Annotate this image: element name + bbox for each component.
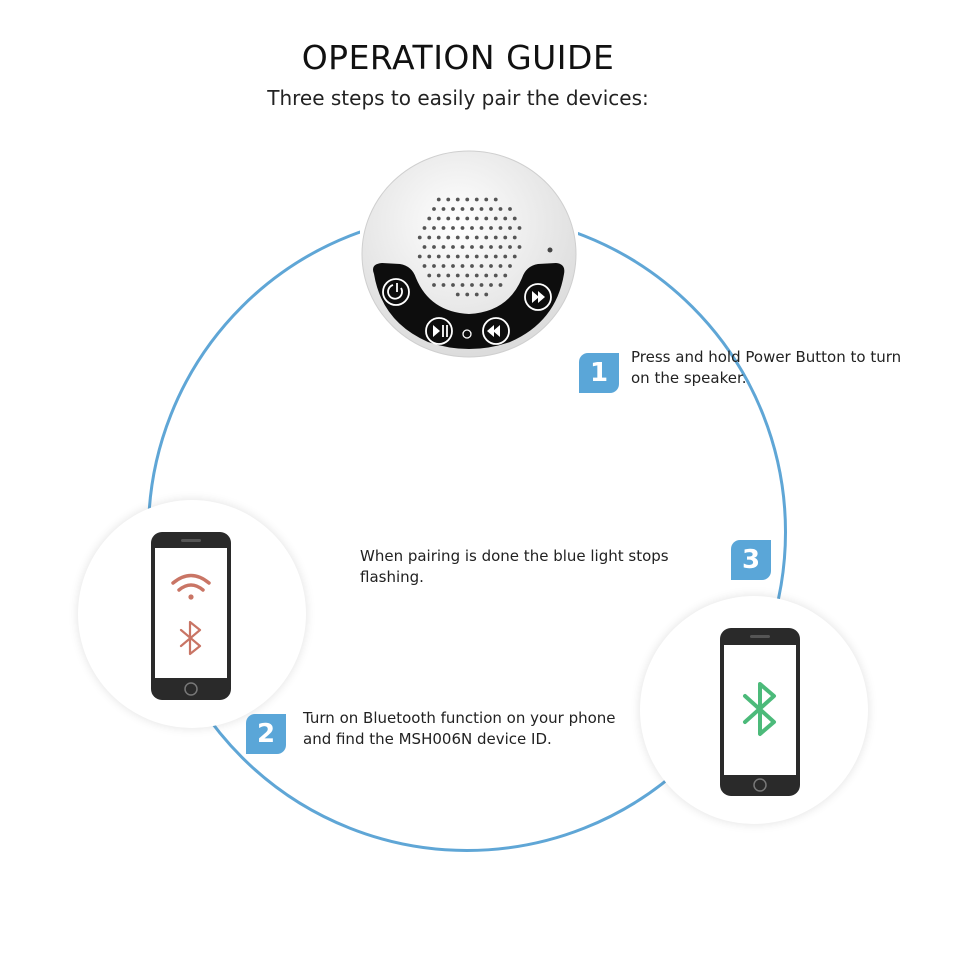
step-3-badge: 3 <box>731 540 771 580</box>
step-3-text: When pairing is done the blue light stops flashing. <box>360 547 669 586</box>
phone-bluetooth-off-circle <box>78 500 306 728</box>
step-2-text: Turn on Bluetooth function on your phone and find the MSH006N device ID. <box>303 709 616 748</box>
speaker-device <box>360 146 578 360</box>
phone-bluetooth-on-circle <box>640 596 868 824</box>
step-2-badge: 2 <box>246 714 286 754</box>
page-title: OPERATION GUIDE <box>301 38 615 77</box>
step-1-text: Press and hold Power Button to turn on the speaker. <box>631 348 902 387</box>
page-subtitle: Three steps to easily pair the devices: <box>267 86 649 110</box>
step-1-badge: 1 <box>579 353 619 393</box>
